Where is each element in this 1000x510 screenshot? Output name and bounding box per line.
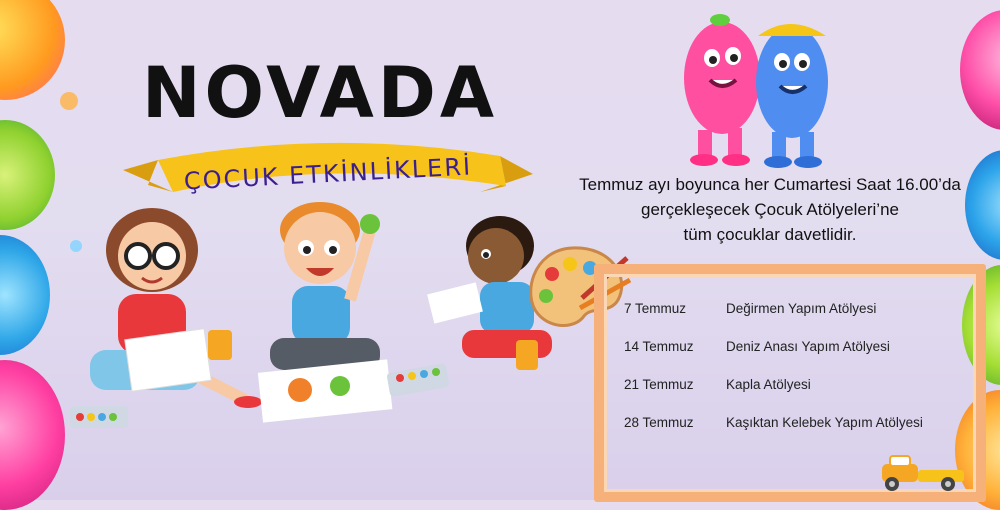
mascot-pink-icon [660, 10, 840, 170]
schedule-date: 14 Temmuz [624, 339, 694, 354]
left-bubble-magenta [0, 360, 65, 510]
schedule-event: Değirmen Yapım Atölyesi [726, 301, 877, 316]
schedule-date: 28 Temmuz [624, 415, 694, 430]
intro-line: Temmuz ayı boyunca her Cumartesi Saat 16.00’da [579, 175, 961, 194]
schedule-event: Kaşıktan Kelebek Yapım Atölyesi [726, 415, 923, 430]
schedule-row [606, 331, 966, 369]
schedule-row [606, 293, 966, 331]
schedule-date: 7 Temmuz [624, 301, 687, 316]
schedule-row [606, 369, 966, 407]
intro-line: gerçekleşecek Çocuk Atölyeleri’ne [641, 200, 899, 219]
toy-car-icon [878, 450, 968, 492]
intro-text [545, 172, 995, 247]
brand-title: NOVADA [141, 52, 499, 134]
schedule-row [606, 407, 966, 445]
schedule-list [606, 293, 966, 445]
children-drawing-icon [70, 190, 570, 440]
subtitle-text: ÇOCUK ETKİNLİKLERİ [183, 152, 473, 196]
schedule-date: 21 Temmuz [624, 377, 694, 392]
schedule-event: Kapla Atölyesi [726, 377, 811, 392]
left-bubble-small [60, 92, 78, 110]
left-bubble-green [0, 120, 55, 230]
left-bubble-blue [0, 235, 50, 355]
intro-line: tüm çocuklar davetlidir. [683, 225, 857, 244]
left-bubble-pink [0, 0, 65, 100]
schedule-event: Deniz Anası Yapım Atölyesi [726, 339, 890, 354]
right-bubble-pink [960, 10, 1000, 130]
